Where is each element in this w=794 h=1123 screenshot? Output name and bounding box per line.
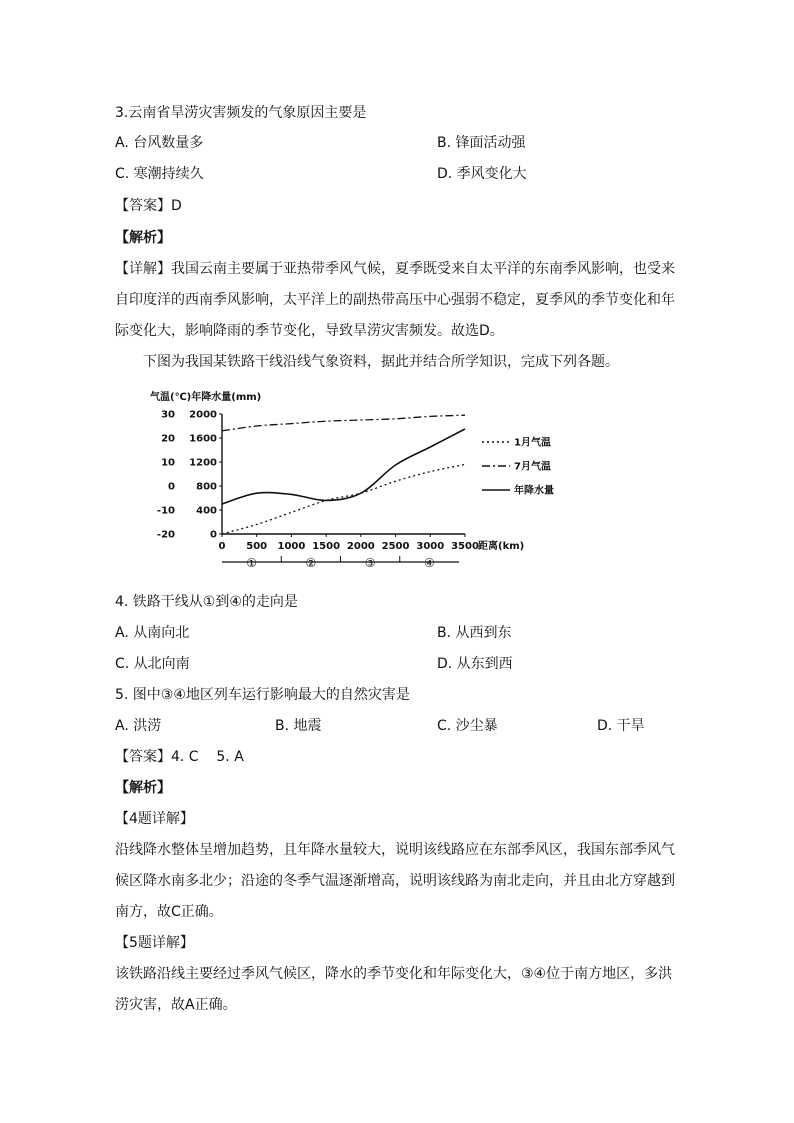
y-right-tick-label: 1200 (189, 457, 217, 469)
y-left-tick-label: -20 (156, 529, 175, 541)
legend-label: 7月气温 (514, 461, 551, 473)
railway-climate-chart (140, 383, 554, 573)
segment-label: ④ (423, 556, 435, 570)
x-tick-label: 1500 (312, 541, 341, 552)
y-right-tick-label: 1600 (189, 433, 217, 445)
q3-option-b: B. 锋面活动强 (437, 135, 526, 151)
q5-option-b: B. 地震 (275, 718, 322, 734)
legend-label: 年降水量 (514, 485, 554, 497)
y-left-tick-label: 30 (161, 409, 175, 421)
q4-detail-heading: 【4题详解】 (115, 811, 194, 827)
q4-detail-line-1: 沿线降水整体呈增加趋势，且年降水量较大，说明该线路应在东部季风区，我国东部季风气 (115, 842, 675, 858)
q4-detail-line-2: 候区降水南多北少；沿途的冬季气温逐渐增高，说明该线路为南北走向，并且由北方穿越到 (115, 873, 675, 889)
q4-option-a: A. 从南向北 (115, 625, 190, 641)
q3-answer: 【答案】D (115, 198, 182, 214)
series-line-2 (222, 415, 465, 431)
q4-detail-line-3: 南方，故C正确。 (115, 904, 223, 920)
y-left-tick-label: 10 (161, 457, 175, 469)
segment-label: ③ (364, 556, 376, 570)
q4-option-c: C. 从北向南 (115, 656, 190, 672)
y-right-tick-label: 0 (210, 529, 217, 541)
x-tick-label: 3500 (451, 541, 479, 552)
q5-detail-line-1: 该铁路沿线主要经过季风气候区，降水的季节变化和年际变化大，③④位于南方地区，多洪 (115, 966, 673, 982)
segment-label: ① (246, 556, 258, 570)
q45-answer: 【答案】4. C 5. A (115, 749, 244, 765)
q4-option-d: D. 从东到西 (437, 656, 513, 672)
y-left-tick-label: 0 (168, 481, 175, 493)
x-axis-label: 距离(km) (478, 541, 525, 552)
series-line-3 (222, 429, 465, 504)
q3-option-a: A. 台风数量多 (115, 135, 204, 151)
q5-option-d: D. 干旱 (597, 718, 645, 734)
q5-option-a: A. 洪涝 (115, 718, 162, 734)
q3-detail-line-3: 际变化大，影响降雨的季节变化，导致旱涝灾害频发。故选D。 (115, 323, 504, 339)
q3-detail-line-2: 自印度洋的西南季风影响，太平洋上的副热带高压中心强弱不稳定，夏季风的季节变化和年 (115, 292, 675, 308)
y-right-tick-label: 800 (196, 481, 217, 493)
q4-option-b: B. 从西到东 (437, 625, 512, 641)
y-left-tick-label: 20 (161, 433, 175, 445)
x-tick-label: 2500 (381, 541, 410, 552)
y-left-tick-label: -10 (156, 505, 175, 517)
segment-label: ② (305, 556, 317, 570)
q3-detail-line-1: 【详解】我国云南主要属于亚热带季风气候，夏季既受来自太平洋的东南季风影响，也受来 (115, 261, 675, 277)
q3-stem: 3.云南省旱涝灾害频发的气象原因主要是 (115, 105, 367, 121)
intro-text: 下图为我国某铁路干线沿线气象资料，据此并结合所学知识，完成下列各题。 (143, 354, 619, 370)
q5-detail-line-2: 涝灾害，故A正确。 (115, 997, 237, 1013)
q5-detail-heading: 【5题详解】 (115, 935, 194, 951)
q5-stem: 5. 图中③④地区列车运行影响最大的自然灾害是 (115, 687, 410, 703)
q3-analysis: 【解析】 (115, 230, 171, 246)
y-right-tick-label: 400 (196, 505, 217, 517)
x-tick-label: 0 (218, 541, 226, 552)
q3-option-d: D. 季风变化大 (437, 166, 527, 182)
chart-title: 气温(℃)年降水量(mm) (150, 392, 262, 403)
q5-option-c: C. 沙尘暴 (437, 718, 498, 734)
q45-analysis: 【解析】 (115, 780, 171, 796)
x-tick-label: 3000 (416, 541, 445, 552)
x-tick-label: 2000 (346, 541, 375, 552)
x-tick-label: 500 (246, 541, 268, 552)
legend-label: 1月气温 (514, 437, 551, 449)
x-tick-label: 1000 (277, 541, 306, 552)
q4-stem: 4. 铁路干线从①到④的走向是 (115, 594, 298, 610)
y-right-tick-label: 2000 (189, 409, 217, 421)
q3-option-c: C. 寒潮持续久 (115, 166, 204, 182)
